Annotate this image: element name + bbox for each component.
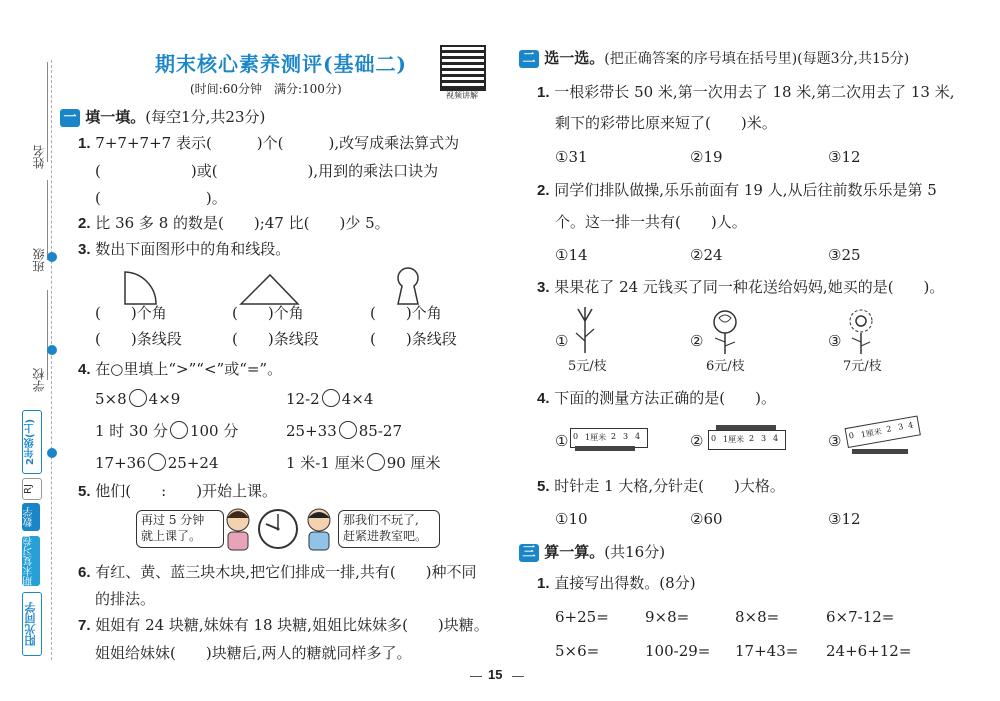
series-tag: 期末复习卷 [22,536,40,586]
compare-2: 12-2 4×4 [286,390,374,408]
calc-8: 24+6+12= [826,642,912,660]
q2-2-option-3[interactable]: ③25 [828,246,861,264]
q3-angles-3: ( )个角 [370,304,442,322]
section-3-note: (共16分) [604,543,666,561]
compare-circle[interactable] [170,421,188,439]
q1-6-line2: 的排法。 [95,590,156,608]
q3-segments-1: ( )条线段 [95,330,182,348]
section-1-header [60,106,265,127]
q2-5-option-3[interactable]: ③12 [828,510,861,528]
q2-2-option-1[interactable]: ①14 [555,246,588,264]
q3-angles-1: ( )个角 [95,304,167,322]
q2-3-option-3[interactable]: ③ [828,332,842,350]
compare-circle[interactable] [367,453,385,471]
q2-2-option-2[interactable]: ②24 [690,246,723,264]
calc-6: 100-29= [645,642,711,660]
page-title: 期末核心素养测评(基础二) [155,52,407,76]
calc-5: 5×6= [555,642,600,660]
lily-flower-icon [570,305,600,355]
section-3-badge: 三 [519,544,539,562]
compare-circle[interactable] [148,453,166,471]
page-number: 15 [488,667,503,682]
compare-circle[interactable] [322,389,340,407]
section-2-badge: 二 [519,50,539,68]
q2-1: 1. 一根彩带长 50 米,第一次用去了 18 米,第二次用去了 13 米, [537,83,955,101]
lily-price: 5元/枝 [568,359,607,374]
q2-1-option-2[interactable]: ②19 [690,148,723,166]
rose-price: 6元/枝 [706,359,745,374]
rose-flower-icon [705,308,745,356]
compare-1: 5×8 4×9 [95,390,181,408]
compare-circle[interactable] [339,421,357,439]
section-1-note: (每空1分,共23分) [145,108,266,126]
calc-3: 8×8= [735,608,780,626]
qr-code [440,45,486,91]
q2-3-option-2[interactable]: ② [690,332,704,350]
pencil-1 [575,446,635,451]
ruler-1: 0 1厘米 2 3 4 [570,428,648,448]
q2-1-option-3[interactable]: ③12 [828,148,861,166]
q1-1-line3: ( )。 [95,189,227,207]
section-2-title: 选一选。 [544,49,605,67]
edition-tag: RJ [22,478,42,500]
q1-3: 3. 数出下面图形中的角和线段。 [78,240,291,258]
ruler-3: 0 1厘米 2 3 4 [845,415,921,448]
binding-line [51,60,52,660]
grade-tag: 2年级(上) [22,410,42,474]
compare-4: 25+33 85-27 [286,422,402,440]
footer-dash-left [470,676,482,677]
sunflower-icon [843,308,879,356]
binding-dot [47,345,57,355]
q2-5-option-1[interactable]: ①10 [555,510,588,528]
calc-2: 9×8= [645,608,690,626]
ruler-2: 0 1厘米 2 3 4 [708,430,786,450]
q3-angles-2: ( )个角 [232,304,304,322]
brand-logo: 阳光同学 [22,592,42,656]
q2-1-option-1[interactable]: ①31 [555,148,588,166]
shape-keyhole [390,264,426,306]
q2-5: 5. 时针走 1 大格,分针走( )大格。 [537,477,785,495]
compare-6: 1 米-1 厘米 90 厘米 [286,454,441,472]
calc-4: 6×7-12= [826,608,895,626]
q3-segments-3: ( )条线段 [370,330,457,348]
sunflower-price: 7元/枝 [843,359,882,374]
q2-2: 2. 同学们排队做操,乐乐前面有 19 人,从后往前数乐乐是第 5 [537,181,937,199]
q1-2: 2. 比 36 多 8 的数是( );47 比( )少 5。 [78,214,390,232]
exam-meta: (时间:60分钟 满分:100分) [190,82,342,96]
q3-segments-2: ( )条线段 [232,330,319,348]
calc-1: 6+25= [555,608,609,626]
q1-7: 7. 姐姐有 24 块糖,妹妹有 18 块糖,姐姐比妹妹多( )块糖。 [78,616,489,634]
q2-4: 4. 下面的测量方法正确的是( )。 [537,389,777,407]
q1-1: 1. 7+7+7+7 表示( )个( ),改写成乘法算式为 [78,134,460,152]
q2-2-line2: 个。这一排一共有( )人。 [555,213,747,231]
binding-dot [47,252,57,262]
compare-3: 1 时 30 分 100 分 [95,422,239,440]
q1-5: 5. 他们( : )开始上课。 [78,482,278,500]
q2-4-option-2[interactable]: ② [690,432,704,450]
q1-6: 6. 有红、黄、蓝三块木块,把它们排成一排,共有( )种不同 [78,563,477,581]
q3-1: 1. 直接写出得数。(8分) [537,574,696,592]
q1-4: 4. 在○里填上“>”“<”或“=”。 [78,360,283,378]
compare-circle[interactable] [129,389,147,407]
pencil-3 [852,449,908,454]
class-label: 班级 [32,248,46,272]
subject-tag: 数学 [22,503,40,531]
footer-dash-right [512,676,524,677]
section-1-badge: 一 [60,109,80,127]
name-line [47,62,48,162]
qr-label: 视频讲解 [446,91,478,100]
q2-3: 3. 果果花了 24 元钱买了同一种花送给妈妈,她买的是( )。 [537,278,945,296]
clock-icon [257,508,299,550]
school-line [47,290,48,380]
section-3-title: 算一算。 [544,543,605,561]
section-2-note: (把正确答案的序号填在括号里)(每题3分,共15分) [604,51,910,67]
binding-dot [47,448,57,458]
q2-3-option-1[interactable]: ① [555,332,569,350]
q2-4-option-1[interactable]: ① [555,432,569,450]
speech-bubble-left: 再过 5 分钟 就上课了。 [136,510,224,548]
section-2-header [519,47,909,68]
section-1-title: 填一填。 [85,108,146,126]
boy-illustration [300,506,338,552]
name-label: 姓名 [32,145,46,169]
q1-7-line2: 姐姐给妹妹( )块糖后,两人的糖就同样多了。 [95,644,412,662]
school-label: 学校 [32,368,46,392]
shape-sector [120,268,160,308]
q1-1-line2: ( )或( ),用到的乘法口诀为 [95,162,439,180]
shape-triangle [238,272,300,306]
girl-illustration [218,506,258,552]
compare-5: 17+36 25+24 [95,454,219,472]
q2-5-option-2[interactable]: ②60 [690,510,723,528]
speech-bubble-right: 那我们不玩了, 赶紧进教室吧。 [338,510,440,548]
calc-7: 17+43= [735,642,799,660]
section-3-header [519,541,665,562]
q2-1-line2: 剩下的彩带比原来短了( )米。 [555,114,777,132]
q2-4-option-3[interactable]: ③ [828,432,842,450]
class-line [47,180,48,260]
